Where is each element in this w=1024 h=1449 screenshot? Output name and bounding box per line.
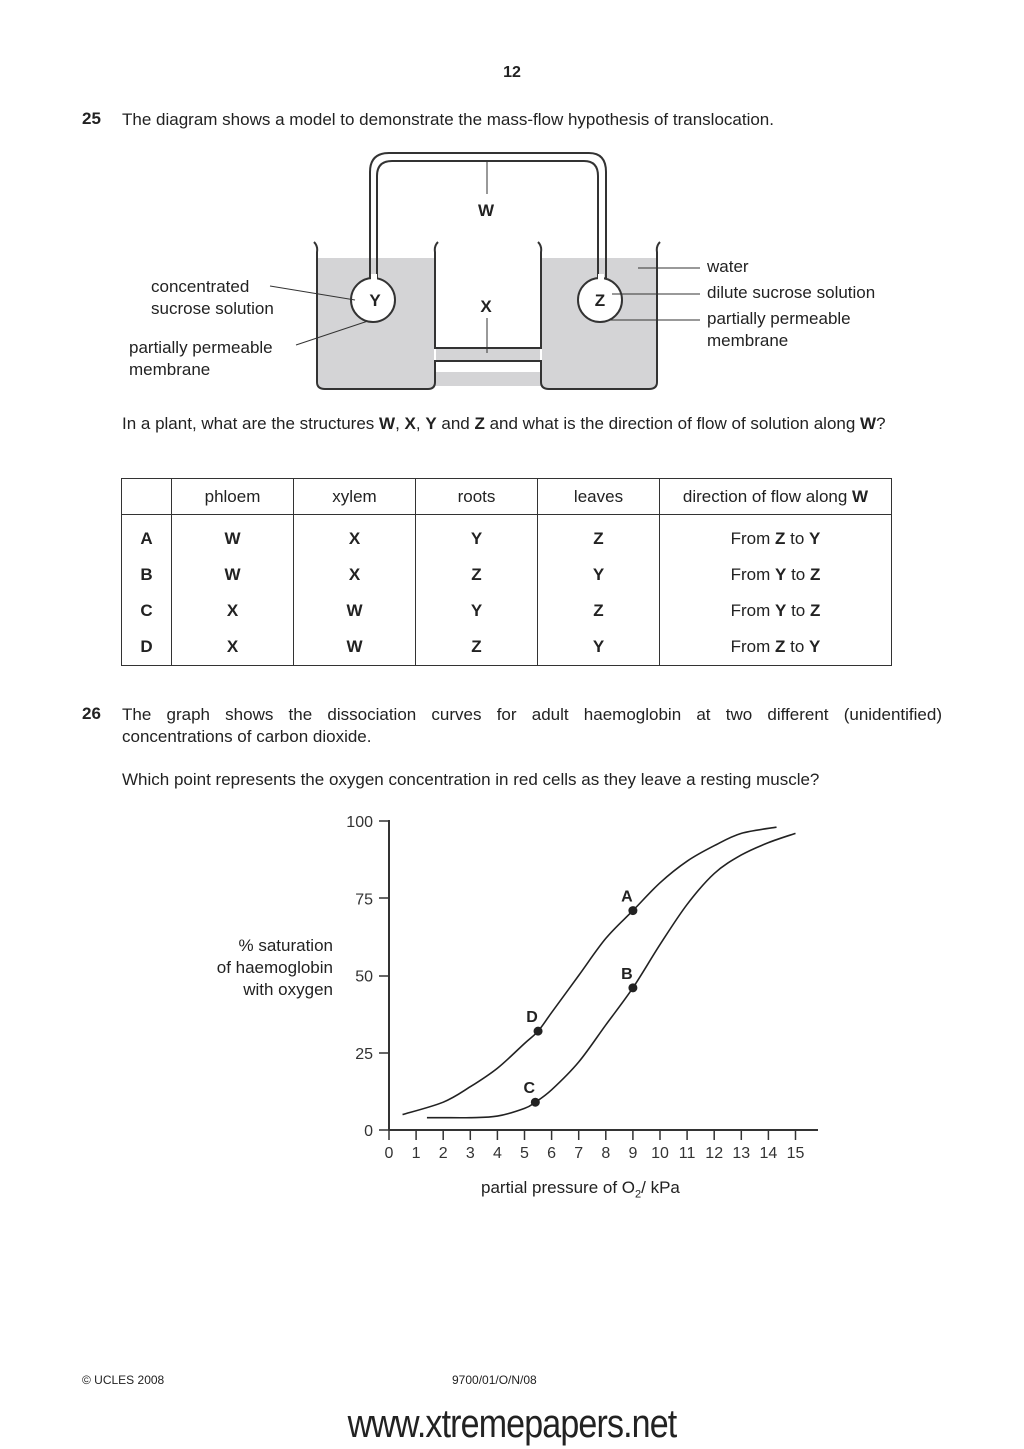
label-left-membrane: partially permeable membrane [129, 338, 273, 379]
option-row-A[interactable]: A W X Y Z From Z to Y [122, 515, 892, 558]
question-25-text: The diagram shows a model to demonstrate the mass-flow hypothesis of translocation. [122, 110, 774, 129]
y-tick-label: 50 [355, 968, 373, 986]
point-label-A: A [621, 888, 633, 906]
x-tick-label: 6 [547, 1145, 557, 1162]
x-tick-label: 11 [678, 1145, 696, 1162]
question-26-text-line2: concentrations of carbon dioxide. [122, 727, 372, 746]
question-25-number: 25 [82, 109, 101, 128]
chart-x-axis-label: partial pressure of $O_2/$ kPa [481, 1178, 680, 1201]
answer-options-table [121, 478, 892, 666]
point-B [628, 983, 637, 992]
x-tick-label: 2 [438, 1145, 448, 1162]
header-xylem: xylem [294, 479, 416, 515]
x-tick-label: 12 [705, 1145, 724, 1162]
point-A [628, 906, 637, 915]
x-tick-label: 0 [384, 1145, 394, 1162]
y-tick-label: 100 [346, 814, 373, 831]
label-Y: Y [369, 291, 381, 310]
x-tick-label: 14 [759, 1145, 778, 1162]
x-tick-label: 13 [732, 1145, 751, 1162]
y-tick-label: 25 [355, 1045, 373, 1063]
x-tick-label: 8 [601, 1145, 611, 1162]
page-number: 12 [503, 64, 521, 81]
label-W: W [477, 201, 495, 220]
header-roots: roots [416, 479, 538, 515]
option-row-C[interactable]: C X W Y Z From Y to Z [122, 593, 892, 629]
table-header-row [122, 479, 892, 515]
label-Z: Z [594, 291, 606, 310]
point-label-C: C [523, 1080, 536, 1098]
option-row-B[interactable]: B W X Z Y From Y to Z [122, 557, 892, 593]
x-tick-label: 7 [574, 1145, 584, 1162]
question-26-prompt: Which point represents the oxygen concentration in red cells as they leave a resting muscle? [122, 770, 820, 789]
question-26-text-line1: The graph shows the dissociation curves for adult haemoglobin at two different (unidentified) [122, 705, 942, 724]
question-25-prompt: In a plant, what are the structures W, X, Y and Z and what is the direction of flow of solution along W? [122, 414, 886, 433]
label-right-membrane: partially permeable membrane [707, 309, 851, 350]
question-26-number: 26 [82, 704, 101, 723]
y-tick-label: 75 [355, 891, 373, 909]
header-direction: direction of flow along W [660, 479, 892, 515]
header-leaves: leaves [538, 479, 660, 515]
x-tick-label: 5 [520, 1145, 529, 1162]
label-X: X [480, 297, 492, 316]
point-label-D: D [526, 1009, 538, 1027]
label-water: water [707, 257, 749, 276]
point-D [534, 1027, 543, 1036]
label-concentrated-sucrose: concentrated sucrose solution [151, 277, 274, 318]
x-tick-label: 3 [465, 1145, 475, 1162]
footer-paper-code: 9700/01/O/N/08 [452, 1373, 537, 1387]
y-tick-label: 0 [364, 1123, 373, 1140]
footer-watermark-link[interactable]: www.xtremepapers.net [347, 1402, 677, 1446]
x-tick-label: 15 [786, 1145, 805, 1162]
point-label-B: B [621, 965, 633, 983]
x-tick-label: 10 [651, 1145, 669, 1162]
x-tick-label: 9 [628, 1145, 638, 1162]
x-tick-label: 1 [411, 1145, 421, 1162]
x-tick-label: 4 [492, 1145, 502, 1162]
point-C [531, 1098, 540, 1107]
header-phloem: phloem [172, 479, 294, 515]
option-row-D[interactable]: D X W Z Y From Z to Y [122, 629, 892, 666]
footer-copyright: © UCLES 2008 [82, 1373, 165, 1387]
label-dilute-sucrose: dilute sucrose solution [707, 283, 876, 302]
chart-y-axis-label: % saturation of haemoglobin with oxygen [216, 936, 333, 999]
dissociation-chart [0, 800, 1024, 1220]
